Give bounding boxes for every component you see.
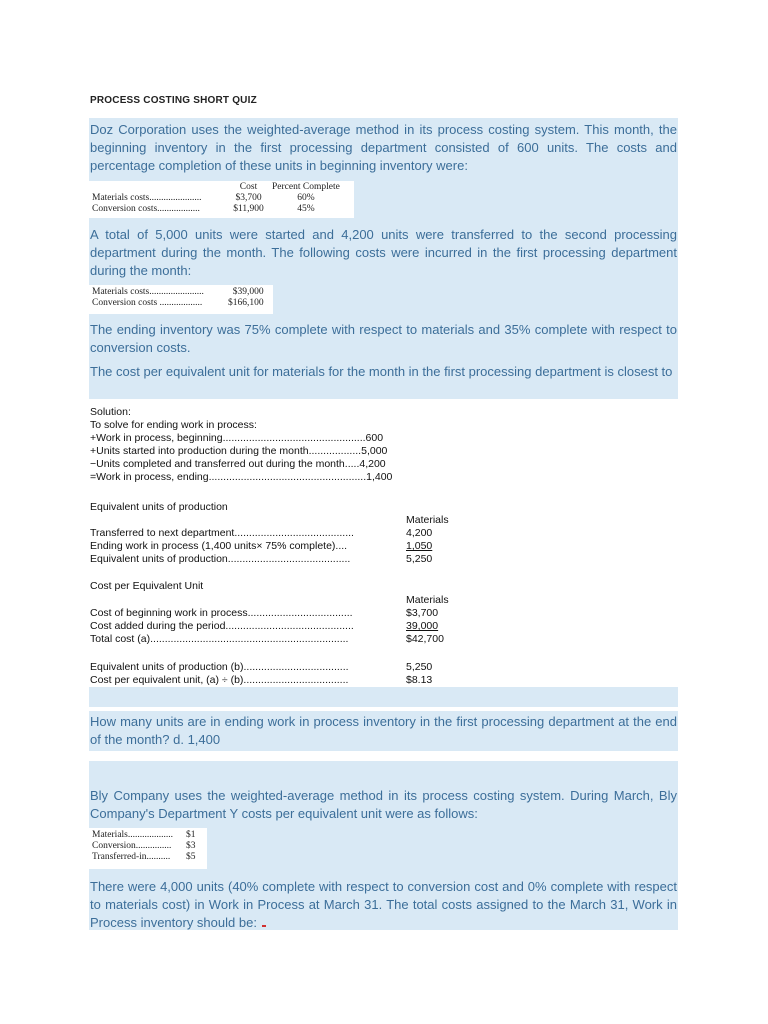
q1-para3: The ending inventory was 75% complete with respect to materials and 35% complete with respect to conversion costs. (90, 322, 677, 355)
spacer-band (89, 687, 678, 707)
q1-intro: Doz Corporation uses the weighted-average method in its process costing system. This month, the beginning inventory in the first processing department consisted of 600 units. The costs and percentage completion of these units in beginning inventory were: (90, 122, 677, 173)
row-label: Materials costs...................... (92, 193, 202, 203)
q3-para2: There were 4,000 units (40% complete with respect to conversion cost and 0% complete with respect to materials cost) in Work in Process at March 31. The total costs assigned to the March 31, Work in Process inventory should be: (90, 879, 677, 930)
solution-line: −Units completed and transferred out during the month.....4,200 (90, 458, 386, 470)
col-header-percent: Percent Complete (272, 182, 340, 192)
unit-costs-table (89, 828, 207, 869)
row-label: Conversion costs .................. (92, 298, 203, 308)
col-header-cost: Cost (239, 182, 258, 192)
eu-heading: Equivalent units of production (90, 501, 228, 513)
eu-row-label: Equivalent units of production.......................................... (90, 553, 351, 565)
row-label: Conversion costs.................. (92, 204, 200, 214)
table-row (89, 287, 267, 298)
solution-section (90, 406, 392, 484)
period-costs-table (89, 285, 273, 314)
row-cost: $3,700 (235, 193, 262, 203)
row-label: Conversion............... (92, 841, 172, 851)
cpeu-row-value: $3,700 (406, 607, 439, 619)
row-label: Materials................... (92, 830, 174, 840)
eu-row-label: Ending work in process (1,400 units× 75% complete).... (90, 540, 348, 552)
final-row-label: Cost per equivalent unit, (a) ÷ (b).................................... (90, 674, 349, 686)
q1-para2: A total of 5,000 units were started and 4,200 units were transferred to the second processing department during the month. The following costs were incurred in the first processing department during the month: (90, 227, 677, 278)
eu-column-header: Materials (406, 514, 449, 526)
solution-heading: Solution: (90, 406, 131, 418)
table-row (89, 841, 199, 852)
row-label: Transferred-in.......... (92, 852, 171, 862)
row-cost: $39,000 (232, 287, 264, 297)
final-row-value: $8.13 (406, 674, 433, 686)
cpeu-row-value: 39,000 (406, 620, 439, 632)
row-value: $3 (186, 841, 196, 851)
table-row (89, 852, 199, 863)
spellcheck-mark (262, 925, 266, 927)
beginning-inventory-table (89, 181, 354, 218)
row-cost: $11,900 (233, 204, 264, 214)
page-title: PROCESS COSTING SHORT QUIZ (90, 95, 257, 106)
table-row (89, 298, 267, 309)
row-percent: 45% (297, 204, 315, 214)
solution-line: +Work in process, beginning.................................................600 (90, 432, 384, 444)
cpeu-heading: Cost per Equivalent Unit (90, 580, 204, 592)
q2-text: How many units are in ending work in process inventory in the first processing department at the end of the month? d. 1,400 (90, 714, 677, 747)
q3-intro: Bly Company uses the weighted-average method in its process costing system. During March, Bly Company's Department Y costs per equivalent unit were as follows: (90, 788, 677, 821)
solution-line: +Units started into production during the month..................5,000 (90, 445, 388, 457)
cpeu-row-value: $42,700 (406, 633, 444, 645)
row-percent: 60% (297, 193, 315, 203)
solution-line: To solve for ending work in process: (90, 419, 257, 431)
table-row (89, 204, 343, 215)
solution-line: =Work in process, ending......................................................1,400 (90, 471, 393, 483)
eu-row-value: 4,200 (406, 527, 433, 539)
table-row (89, 830, 199, 841)
eu-row-value: 5,250 (406, 553, 433, 565)
row-value: $1 (186, 830, 196, 840)
eu-row-value: 1,050 (406, 540, 433, 552)
cpeu-row-label: Cost added during the period............................................ (90, 620, 354, 632)
table-row (89, 193, 343, 204)
q1-para4: The cost per equivalent unit for materials for the month in the first processing department is closest to (90, 364, 673, 379)
row-label: Materials costs....................... (92, 287, 204, 297)
eu-row-label: Transferred to next department......................................... (90, 527, 354, 539)
cpeu-row-label: Total cost (a).................................................................... (90, 633, 349, 645)
row-cost: $166,100 (228, 298, 264, 308)
cpeu-row-label: Cost of beginning work in process.................................... (90, 607, 353, 619)
final-row-label: Equivalent units of production (b).................................... (90, 661, 349, 673)
row-value: $5 (186, 852, 196, 862)
cpeu-column-header: Materials (406, 594, 449, 606)
final-row-value: 5,250 (406, 661, 433, 673)
